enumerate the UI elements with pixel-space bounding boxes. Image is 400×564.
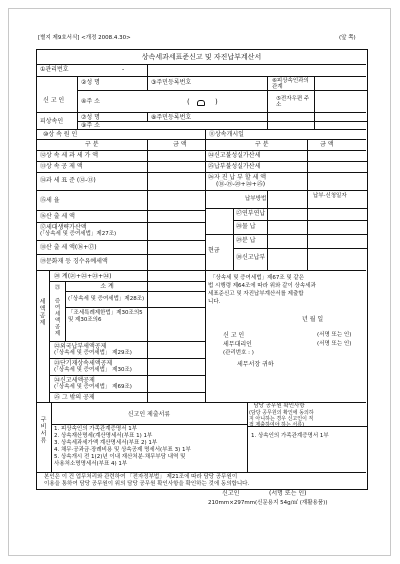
decedent-rrn-label: ⑧주민등록번호 xyxy=(151,114,192,121)
management-number-dash: - xyxy=(122,66,125,73)
start-date-label: ⑪상속개시일 xyxy=(209,131,244,138)
filer-sign: (서명 또는 인) xyxy=(317,332,352,338)
consent-line-2: 이용을 통하여 담당 공무원이 위의 담당 공무원 확인사항을 확인하는 것에 동의합니다. xyxy=(44,481,250,487)
phone-open-paren: ( xyxy=(187,98,190,106)
special-tax-field[interactable] xyxy=(149,308,203,322)
payment-method-header: 납부방법 xyxy=(245,196,267,202)
left-column-item-header: 구 분 xyxy=(85,141,99,148)
declarant-docs-header: 신고인 제출서류 xyxy=(127,411,171,418)
report-penalty-field[interactable] xyxy=(309,151,364,160)
deduction-label: ⑬상 속 공 제 액 xyxy=(40,163,83,170)
report-credit-law: (「상속세 및 증여세법」 제69조) xyxy=(54,384,132,390)
recipient: 세무서장 귀하 xyxy=(237,361,274,368)
email-label: ⑤전자우편 주소 xyxy=(276,96,310,109)
installment-date-field[interactable] xyxy=(309,209,364,219)
email-field[interactable] xyxy=(316,94,364,106)
management-number-field[interactable] xyxy=(85,65,145,75)
split-payment-label: ㉙분 납 xyxy=(236,237,256,244)
form-title: 상속세과세표준신고 및 자진납부계산서 xyxy=(141,53,262,61)
gift-credit-sub-label: ㉑ 증여세액공제 xyxy=(53,284,60,337)
foreign-tax-credit-label: ㉒외국납부세액공제 xyxy=(54,343,107,350)
declarant-name-field[interactable] xyxy=(112,78,142,90)
report-payment-label: ㉚신고납부 xyxy=(236,254,266,261)
split-date-field[interactable] xyxy=(309,235,364,247)
payment-penalty-label: ㉕납부불성실가산세 xyxy=(208,163,261,170)
subtotal-field[interactable] xyxy=(149,282,203,290)
declarant-section-label: 신 고 인 xyxy=(43,97,65,104)
declarant-address-label: ④주 소 xyxy=(81,98,100,105)
computed-tax-label: ⑯산 출 세 액 xyxy=(40,213,75,220)
declarant-rrn-label: ③주민등록번호 xyxy=(151,79,192,86)
taxable-value-label: ⑫상 속 세 과 세 가 액 xyxy=(40,152,99,159)
page-side: (앞 쪽) xyxy=(339,35,356,41)
statement-line-3: 세표준신고 및 자진납부계산서를 제출합 xyxy=(208,291,304,297)
tax-form xyxy=(36,49,368,490)
cultural-asset-deferral-label: ⑲문화재 등 징수유예세액 xyxy=(40,258,108,265)
consent-sign-note: (서명 또는 인) xyxy=(269,490,307,497)
declarant-name-label: ②성 명 xyxy=(81,79,100,86)
left-column-amount-header: 금 액 xyxy=(173,141,187,148)
statement-line-4: 니다. xyxy=(208,299,221,305)
right-column-item-header: 구 분 xyxy=(255,141,269,148)
agent-management-no: (관리번호 : ) xyxy=(223,350,254,356)
attachment-item-5: 5. 상속개시 전 1(2)년 이내 재산처분·채무부담 내역 및 xyxy=(54,454,186,460)
installment-amount-field[interactable] xyxy=(269,209,305,219)
attachment-item-3: 3. 상속세과세가액 계산명세서(부표 2) 1부 xyxy=(54,440,158,446)
officer-check-title: 담당 공무원 확인사항 xyxy=(253,403,305,409)
short-term-credit-field[interactable] xyxy=(149,359,203,374)
total-computed-tax-label: ⑱산 출 세 액(⑯+⑰) xyxy=(40,244,97,251)
computed-tax-field[interactable] xyxy=(149,211,203,221)
statement-line-1: 「상속세 및 증여세법」제67조 및 같은 xyxy=(210,275,305,281)
generation-skip-law: (「상속세 및 증여세법」제27조) xyxy=(40,231,117,237)
other-credit-label: ㉕ 그 밖의 공제 xyxy=(54,394,95,401)
cultural-asset-deferral-field[interactable] xyxy=(149,255,203,269)
self-payment-formula: (⑱-⑲-⑳+㉔+㉕) xyxy=(216,181,266,188)
credit-total-label: ⑳ 계(㉑+㉒+㉓+㉔) xyxy=(54,273,112,280)
gift-credit-law: (「상속세 및 증여세법」제28조) xyxy=(68,296,145,302)
taxable-value-field[interactable] xyxy=(149,151,203,160)
report-payment-amount-field[interactable] xyxy=(269,249,305,269)
officer-check-item: 1. 상속인의 가족관계증명서 1부 xyxy=(251,433,329,439)
relation-label: ⑥피상속인과의 관계 xyxy=(272,78,309,91)
payment-penalty-field[interactable] xyxy=(309,162,364,171)
filer-label: 신 고 인 xyxy=(223,332,245,339)
paper-spec: 210mm×297mm(신문용지 54g/㎡ (재활용품)) xyxy=(208,500,328,506)
decedent-address-label: ⑨주 소 xyxy=(81,122,100,129)
declarant-rrn-field[interactable] xyxy=(207,78,265,90)
self-payment-label: ㉖자 진 납 부 할 세 액 xyxy=(208,174,267,181)
gift-credit-field[interactable] xyxy=(149,292,203,306)
total-computed-tax-field[interactable] xyxy=(149,241,203,253)
short-term-credit-law: (「상속세 및 증여세법」 제30조) xyxy=(54,367,132,373)
officer-check-desc: (담당 공무원의 확인에 동의하지 아니하는 경우 신고인이 직접 제출하여야 하는 서류) xyxy=(249,410,314,428)
cash-label: 현금 xyxy=(208,247,220,254)
agent-label: 세무대리인 xyxy=(223,341,252,348)
report-penalty-label: ㉔신고불성실가산세 xyxy=(208,152,261,159)
deduction-field[interactable] xyxy=(149,162,203,171)
cause-label: ⑩상 속 원 인 xyxy=(43,131,78,138)
generation-skip-label: ⑰세대생략가산액 xyxy=(40,224,87,231)
tax-base-field[interactable] xyxy=(149,173,203,189)
report-credit-label: ㉔신고세액공제 xyxy=(54,377,95,384)
subtotal-label: 소 계 xyxy=(100,283,114,290)
phone-icon xyxy=(197,100,205,106)
phone-close-paren: ) xyxy=(215,98,218,106)
foreign-tax-credit-law: (「상속세 및 증여세법」 제29조) xyxy=(54,350,132,356)
tax-rate-field[interactable] xyxy=(149,191,203,209)
short-term-credit-label: ㉓단기재상속세액공제 xyxy=(54,360,113,367)
foreign-tax-credit-field[interactable] xyxy=(149,342,203,357)
self-payment-field[interactable] xyxy=(309,173,364,189)
attachment-item-4: 4. 채무·공과금·장례비용 및 상속공제 명세서(부표 3) 1부 xyxy=(54,447,191,453)
in-kind-date-field[interactable] xyxy=(309,221,364,233)
tax-rate-label: ⑮세 율 xyxy=(40,197,60,204)
split-amount-field[interactable] xyxy=(269,235,305,247)
tax-base-label: ⑭과 세 표 준 (⑫-⑬) xyxy=(40,177,96,184)
report-payment-date-field[interactable] xyxy=(309,249,364,269)
decedent-section-label: 피상속인 xyxy=(40,118,64,125)
right-column-amount-header: 금 액 xyxy=(320,141,334,148)
consent-signer: 신고인 xyxy=(222,490,240,497)
tax-credit-section-label: 세액공제 xyxy=(38,298,45,326)
other-credit-field[interactable] xyxy=(149,393,203,401)
consent-line-1: 본인은 이 건 업무처리와 관련하여 「전자정부법」 제21조에 따라 담당 공무원이 xyxy=(44,474,238,480)
special-tax-law: 「조세특례제한법」제30조의5 및 제30조의6 xyxy=(68,310,143,323)
cause-field[interactable] xyxy=(97,130,197,138)
decedent-address-field[interactable] xyxy=(112,121,262,129)
agent-sign: (서명 또는 인) xyxy=(317,341,352,347)
form-number: [별지 제9호서식] <개정 2008.4.30> xyxy=(38,35,131,41)
statement-date: 년 월 일 xyxy=(302,316,324,323)
installment-label: ㉗연부연납 xyxy=(236,210,266,217)
payment-date-header: 납부·신청일자 xyxy=(313,193,347,199)
attachment-item-6: 사용처소명명세서(부표 4) 1부 xyxy=(54,461,128,467)
management-number-label: ①관리번호 xyxy=(40,66,69,73)
attachment-item-1: 1. 피상속인의 가족관계증명서 1부 xyxy=(54,426,138,432)
in-kind-label: ㉘물 납 xyxy=(236,223,256,230)
relation-field[interactable] xyxy=(316,78,364,90)
generation-skip-field[interactable] xyxy=(149,223,203,239)
decedent-name-label: ⑦성 명 xyxy=(81,114,100,121)
attachments-section-label: 구비서류 xyxy=(39,416,46,444)
report-credit-field[interactable] xyxy=(149,376,203,391)
start-date-field[interactable] xyxy=(257,130,362,138)
attachment-item-2: 2. 상속재산명세(계산명세서(부표 1) 1부 xyxy=(54,433,153,439)
credit-total-field[interactable] xyxy=(149,271,203,281)
in-kind-amount-field[interactable] xyxy=(269,221,305,233)
statement-line-2: 법 시행령 제64조에 따라 위와 같이 상속세과 xyxy=(208,283,316,289)
